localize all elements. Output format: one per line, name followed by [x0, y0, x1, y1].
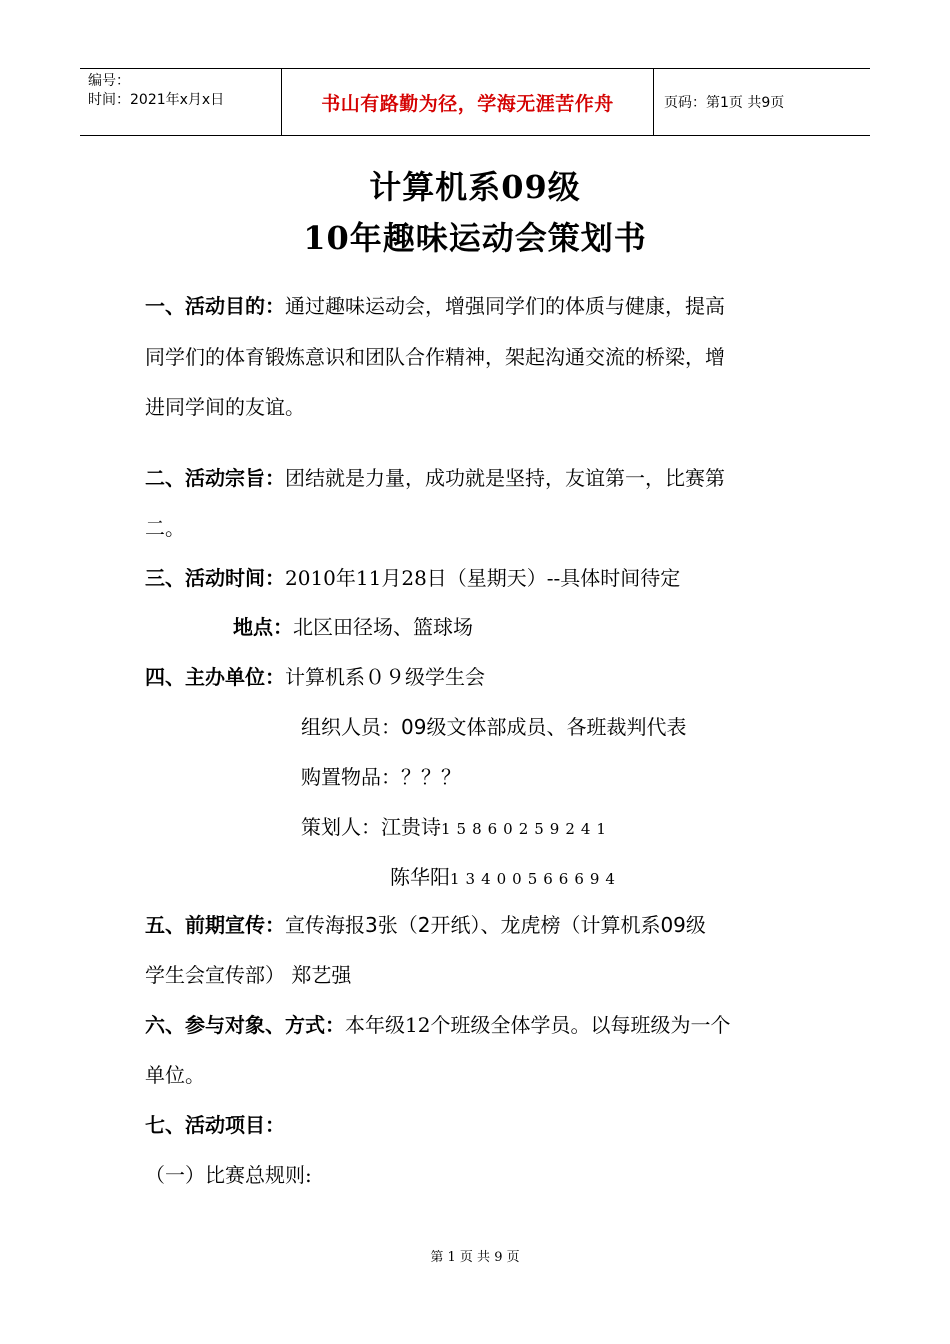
event-time-value: 2010年11月28日（星期天）--具体时间待定 — [285, 566, 681, 590]
tenet-text1: 团结就是力量，成功就是坚持，友谊第一，比赛第 — [285, 466, 725, 490]
planner-line2 — [390, 863, 621, 893]
promo-text1: 宣传海报3张（2开纸）、龙虎榜（计算机系09级 — [285, 913, 706, 937]
purpose-line1 — [145, 292, 725, 320]
page-label: 页码：第1页 共9页 — [664, 95, 785, 111]
time-label: 时间：2021年x月x日 — [88, 92, 225, 108]
purpose-text1: 通过趣味运动会，增强同学们的体质与健康，提高 — [285, 294, 725, 318]
host-line — [145, 663, 485, 691]
planner-phone1: 15860259241 — [441, 820, 612, 838]
tenet-line1 — [145, 464, 725, 492]
host-label: 四、主办单位： — [145, 665, 285, 689]
place-value: 北区田径场、篮球场 — [293, 615, 473, 639]
purpose-label: 一、活动目的： — [145, 294, 285, 318]
host-value: 计算机系０９级学生会 — [285, 665, 485, 689]
purpose-line2: 同学们的体育锻炼意识和团队合作精神，架起沟通交流的桥梁，增 — [145, 345, 725, 369]
doc-title-line1: 计算机系09级 — [369, 168, 581, 206]
participants-line1 — [145, 1011, 730, 1039]
header-meta-cell — [80, 69, 281, 135]
planner2-name: 陈华阳 — [390, 865, 450, 889]
number-label: 编号： — [88, 73, 130, 89]
promo-line2: 学生会宣传部） 郑艺强 — [145, 963, 352, 987]
planner-phone2: 13400566694 — [450, 870, 621, 888]
motto-text: 书山有路勤为径，学海无涯苦作舟 — [321, 92, 614, 115]
place-line — [233, 613, 473, 641]
tenet-label: 二、活动宗旨： — [145, 466, 285, 490]
rules-label: （一）比赛总规则: — [145, 1163, 312, 1187]
participants-text1: 本年级12个班级全体学员。以每班级为一个 — [345, 1013, 731, 1037]
promo-label: 五、前期宣传： — [145, 913, 285, 937]
planner-label: 策划人：江贵诗 — [301, 815, 441, 839]
page-footer: 第 1 页 共 9 页 — [430, 1250, 520, 1265]
purpose-line3: 进同学间的友谊。 — [145, 395, 305, 419]
place-label: 地点： — [233, 615, 293, 639]
organizer-line: 组织人员：09级文体部成员、各班裁判代表 — [301, 715, 687, 739]
promo-line1 — [145, 911, 706, 939]
header-motto-cell — [281, 69, 654, 135]
header-page-cell — [654, 69, 870, 135]
tenet-line2: 二。 — [145, 516, 185, 540]
doc-title-line2: 10年趣味运动会策划书 — [303, 219, 647, 257]
participants-label: 六、参与对象、方式： — [145, 1013, 345, 1037]
participants-line2: 单位。 — [145, 1063, 205, 1087]
items-label: 七、活动项目： — [145, 1113, 285, 1137]
purchase-line: 购置物品：？？？ — [301, 765, 461, 789]
time-line — [145, 564, 680, 592]
event-time-label: 三、活动时间： — [145, 566, 285, 590]
planner-line1 — [301, 813, 612, 843]
header-table — [80, 68, 870, 136]
